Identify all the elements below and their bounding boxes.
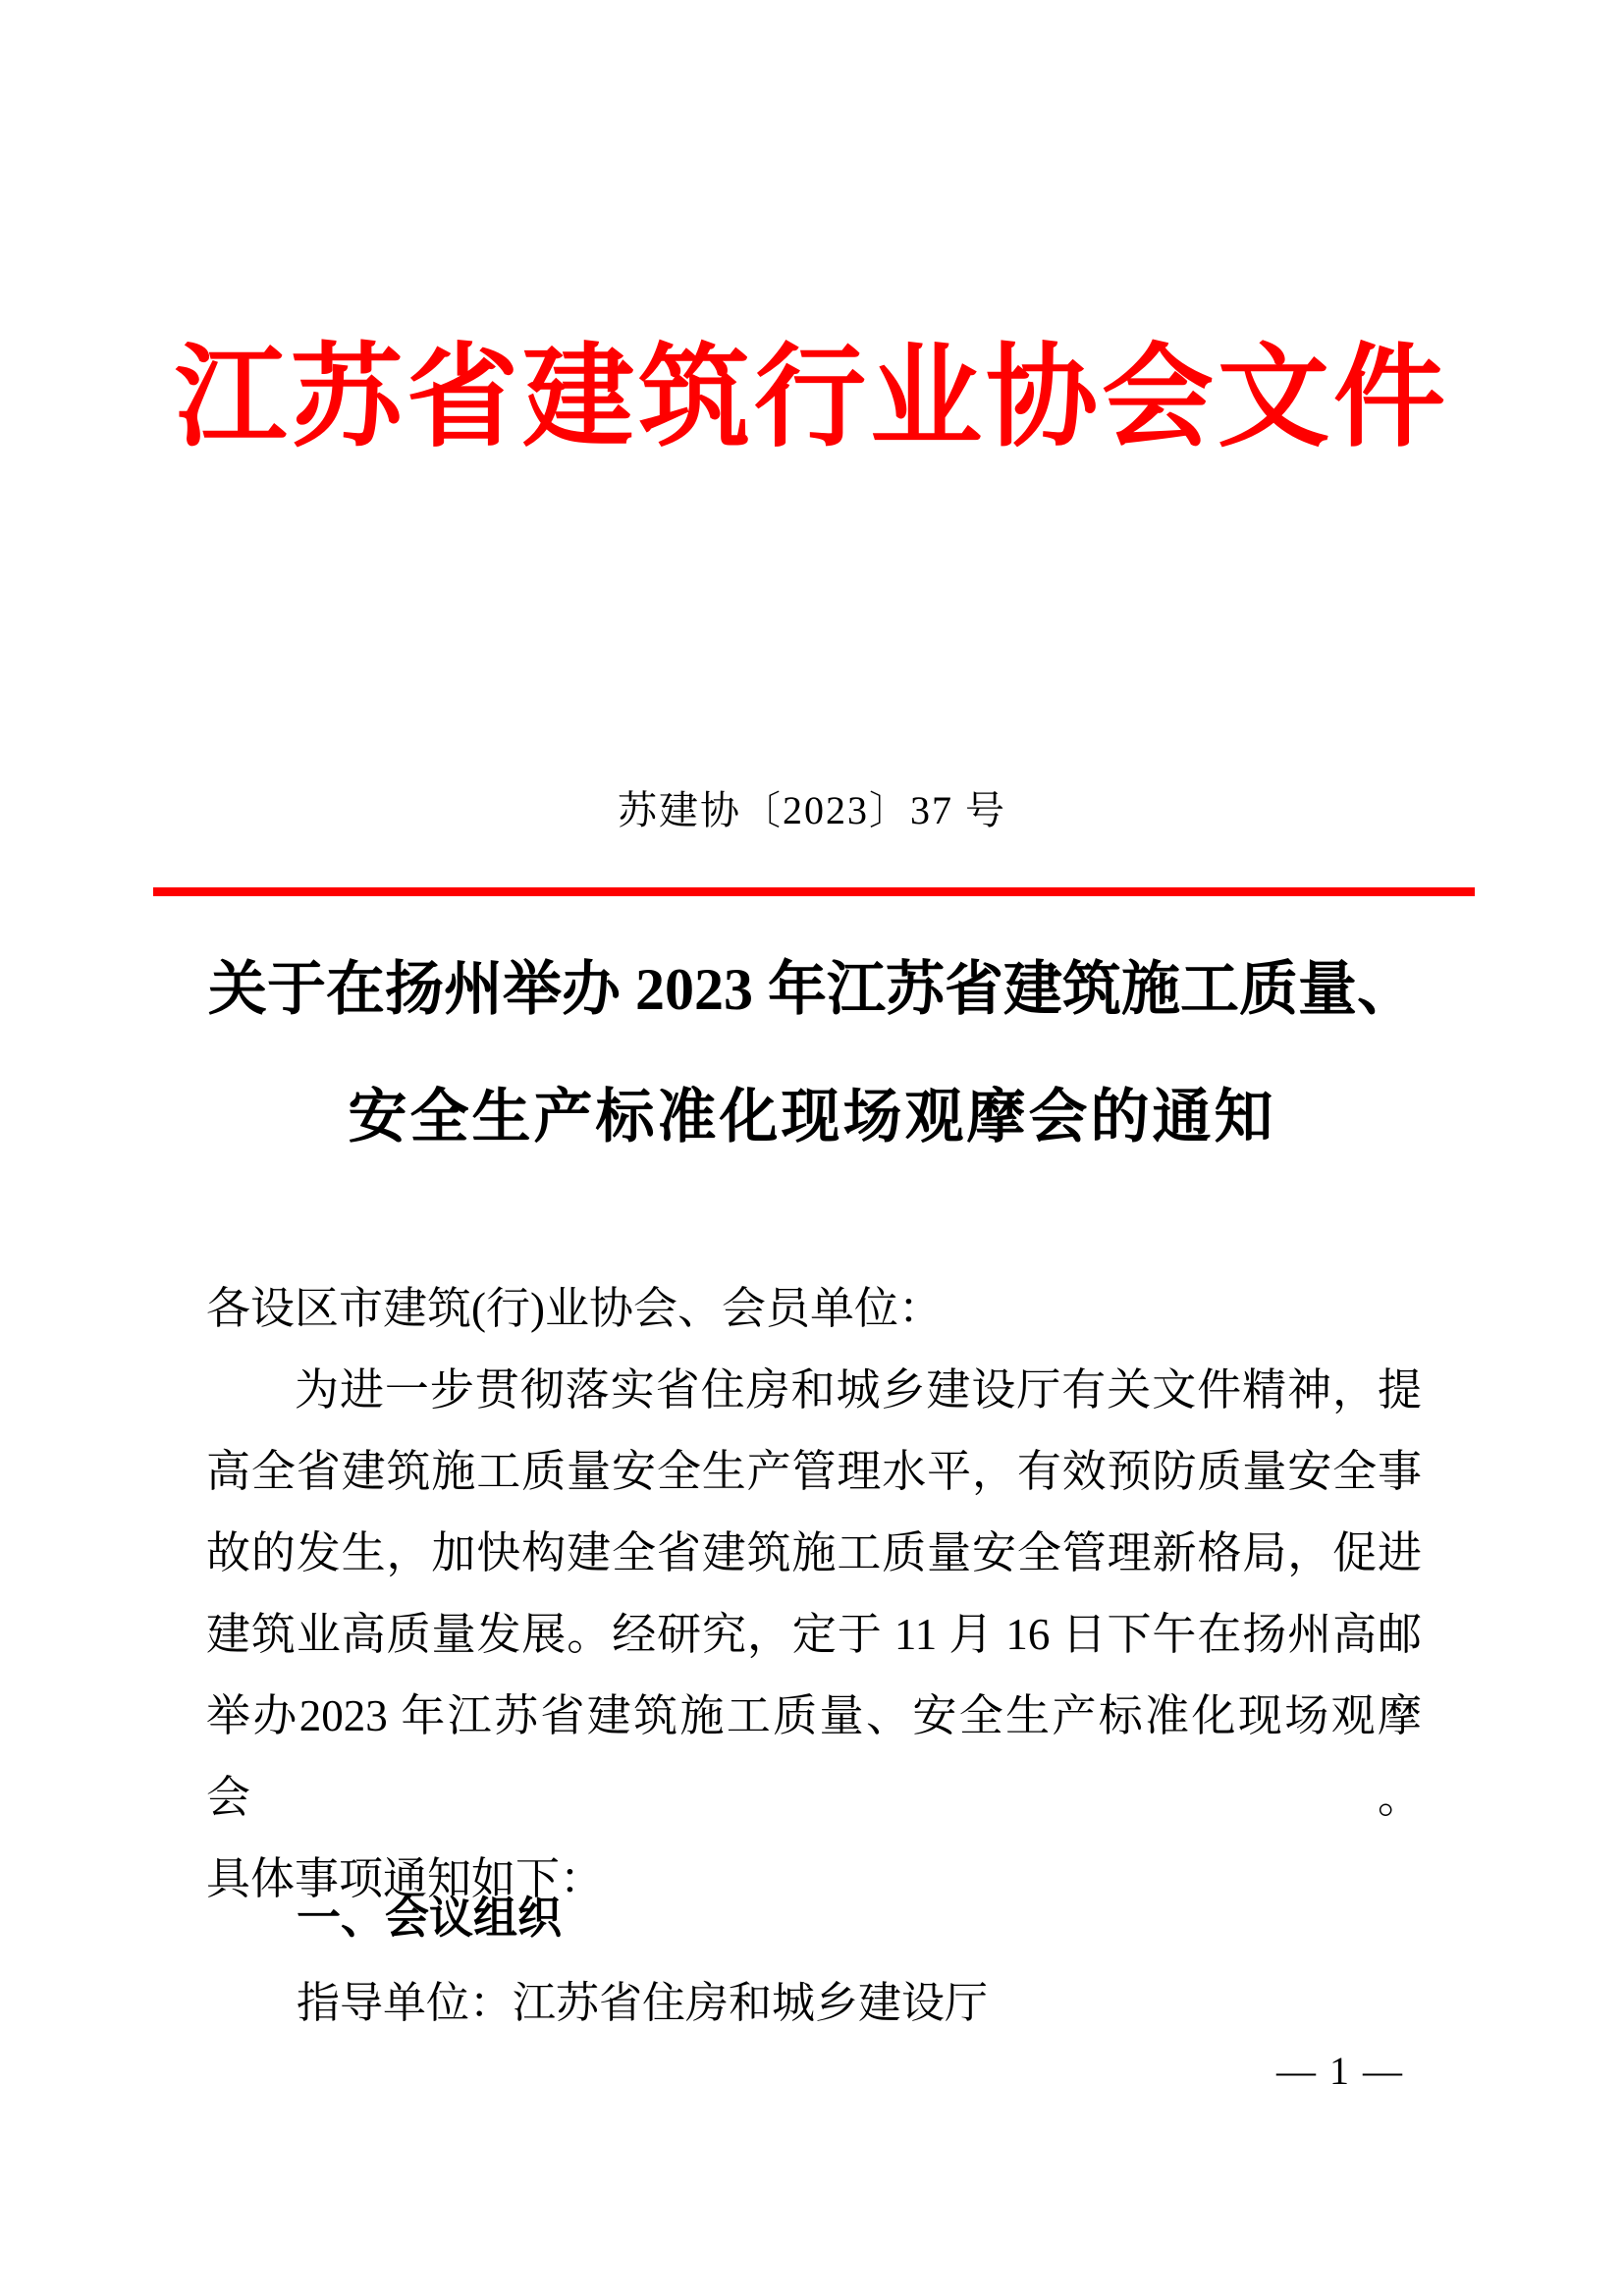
body-line: 举办2023 年江苏省建筑施工质量、安全生产标准化现场观摩会。 [206,1691,1422,1822]
red-header-org-title: 江苏省建筑行业协会文件 [174,336,1449,460]
body-line: 为进一步贯彻落实省住房和城乡建设厅有关文件精神，提 [295,1365,1422,1415]
section-heading-meeting-organization: 一、会议组织 [297,1893,563,1943]
guide-unit-line: 指导单位：江苏省住房和城乡建设厅 [297,1979,988,2027]
body-line: 故的发生，加快构建全省建筑施工质量安全管理新格局，促进 [206,1528,1422,1577]
body-line: 建筑业高质量发展。经研究，定于 11 月 16 日下午在扬州高邮 [206,1610,1422,1659]
page-number: — 1 — [1276,2049,1404,2093]
red-divider-line [153,887,1475,896]
doc-number: 苏建协〔2023〕37 号 [618,788,1006,832]
body-line: 高全省建筑施工质量安全生产管理水平，有效预防质量安全事 [206,1447,1422,1496]
notice-title-line-1: 关于在扬州举办 2023 年江苏省建筑施工质量、 [208,957,1416,1022]
body-line: 具体事项通知如下： [206,1854,605,1903]
body-text [206,1268,1422,1920]
salutation-line: 各设区市建筑(行)业协会、会员单位： [206,1284,943,1333]
notice-title-line-2: 安全生产标准化现场观摩会的通知 [348,1085,1276,1149]
